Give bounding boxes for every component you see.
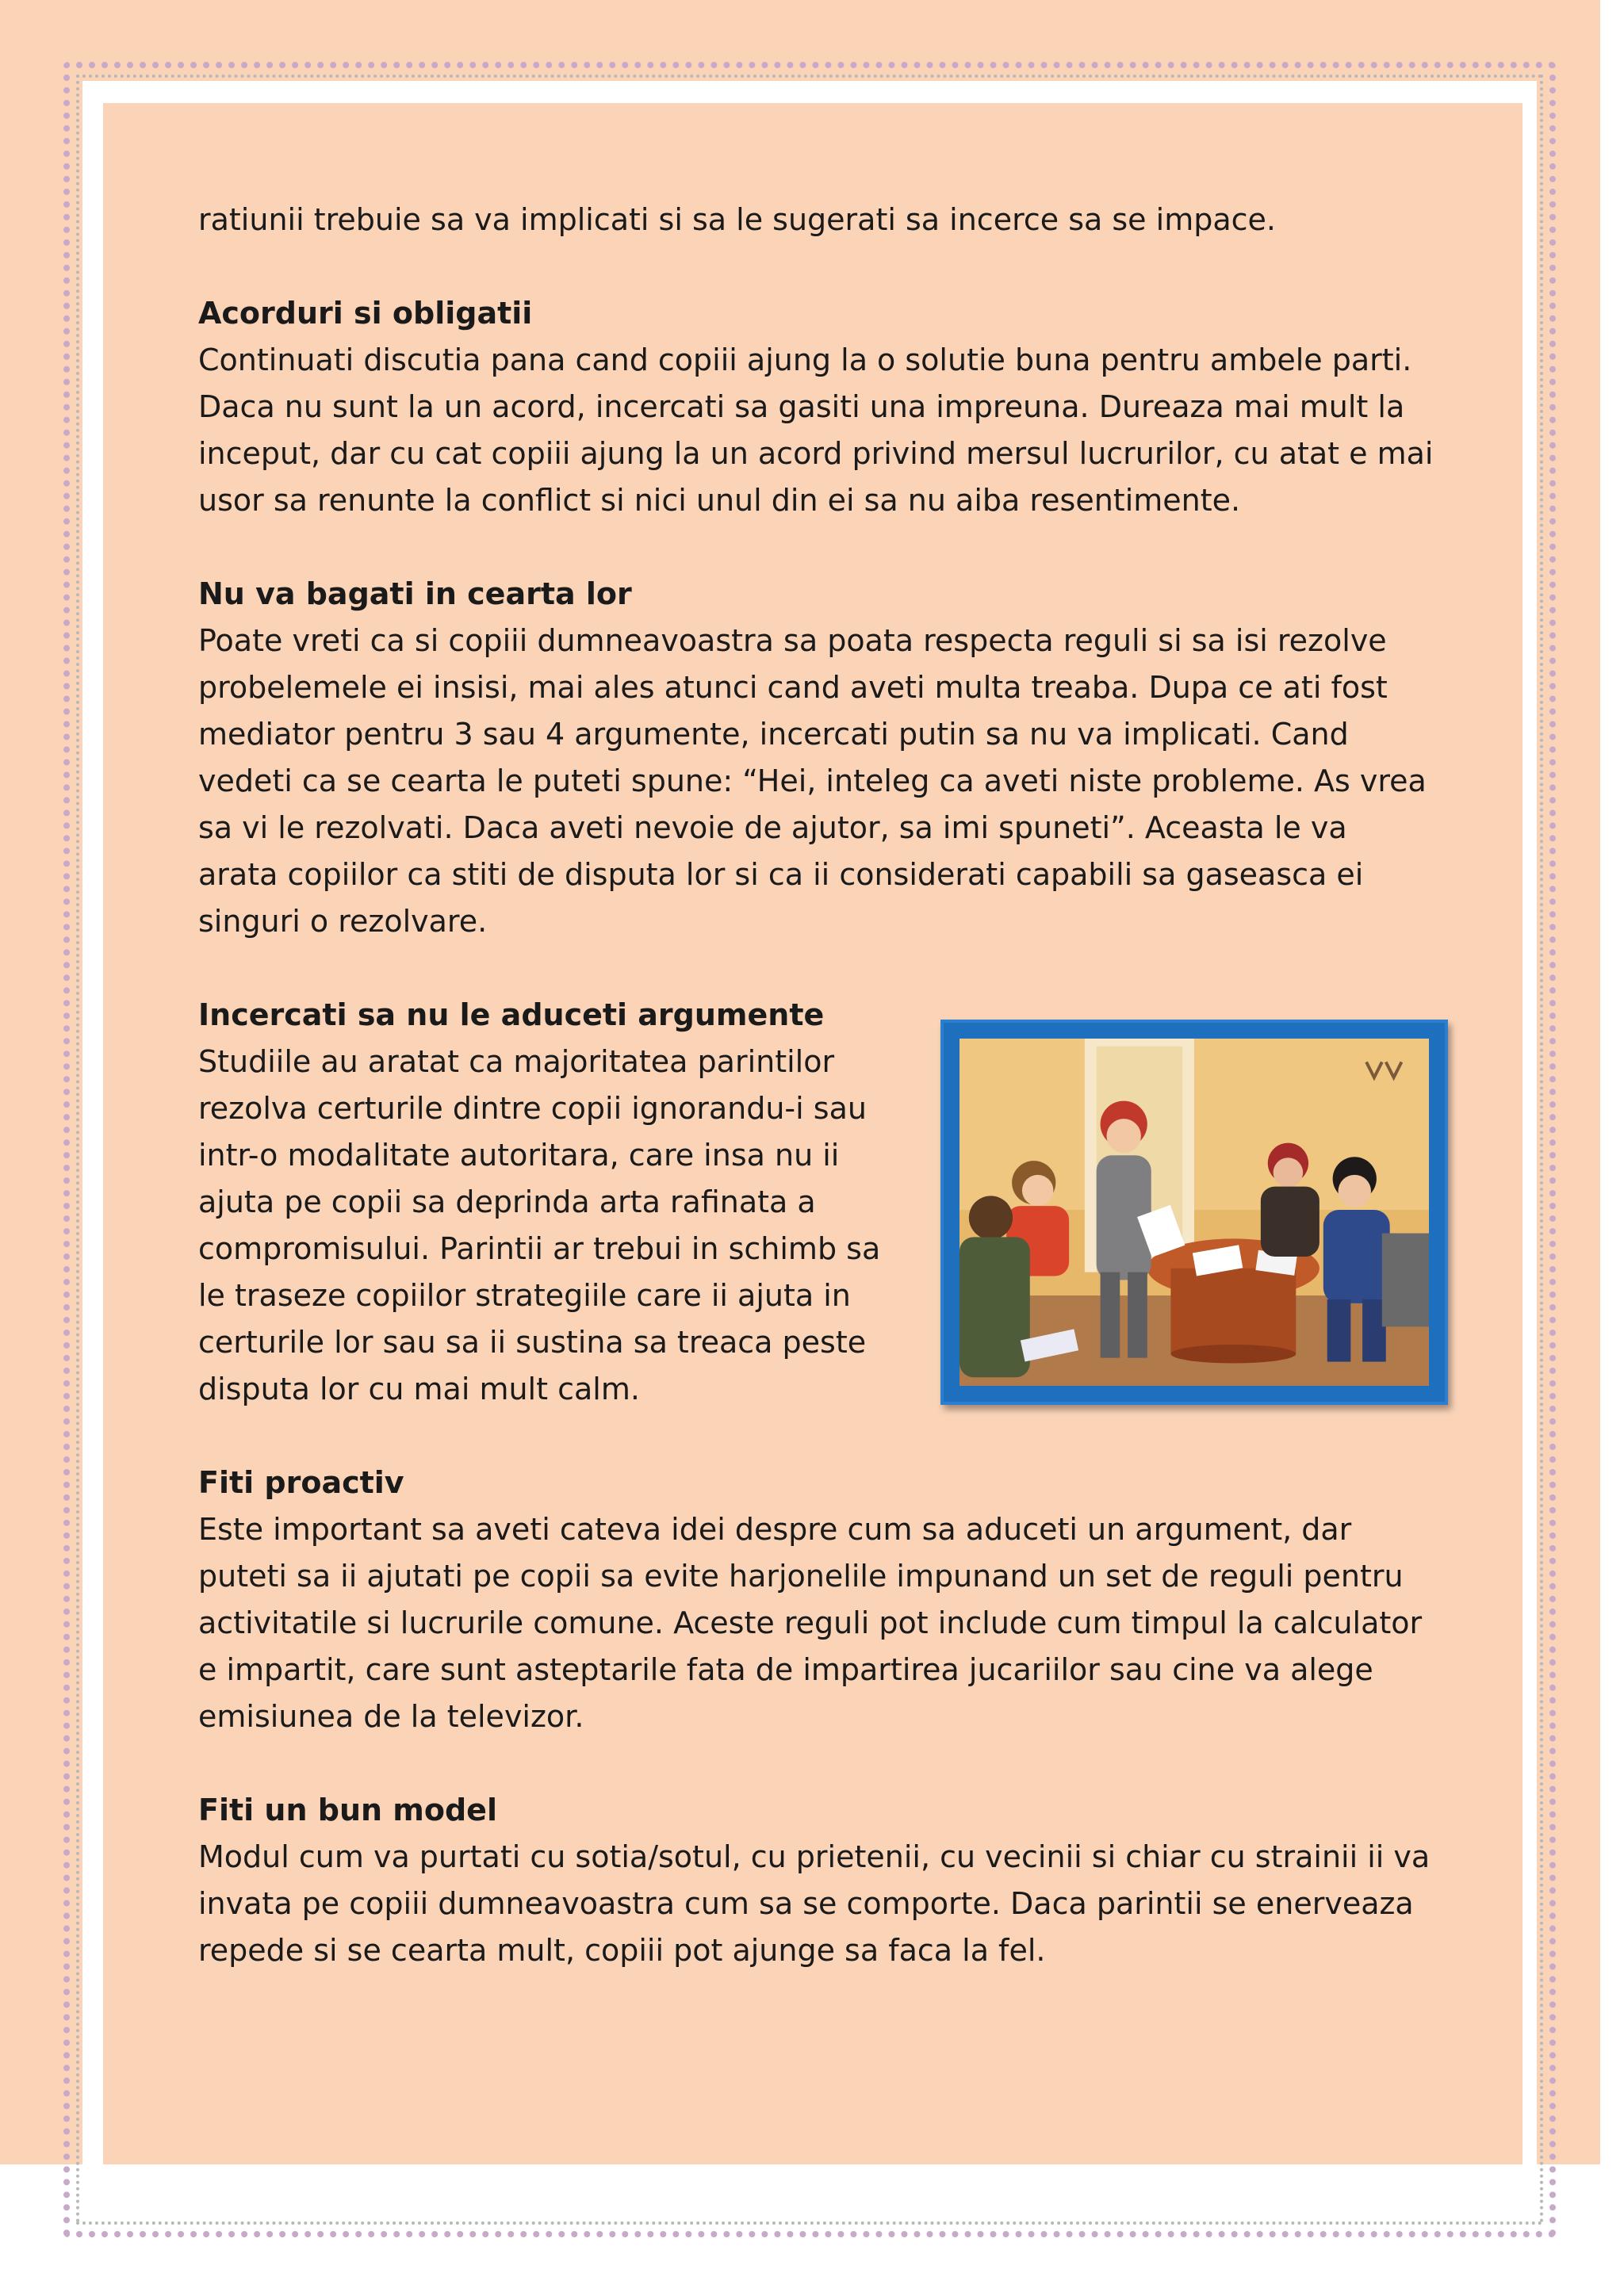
section-heading: Nu va bagati in cearta lor [198, 576, 632, 611]
section-fiti-un-bun-model [198, 1787, 1435, 1974]
section-body: Continuati discutia pana cand copiii ajung la o solutie buna pentru ambele parti. Daca nu sunt la un acord, incercati sa gasiti una impreuna. Dureaza mai mult la inceput, dar cu cat copiii ajung la un acord privind mersul lucrurilor, cu atat e mai usor sa renunte la conflict si nici unul din ei sa nu aiba resentimente. [198, 342, 1434, 518]
section-body: Poate vreti ca si copiii dumneavoastra sa poata respecta reguli si sa isi rezolve probelemele ei insisi, mai ales atunci cand aveti multa treaba. Dupa ce ati fost mediator pentru 3 sau 4 argumente, incercati putin sa nu va implicati. Cand vedeti ca se cearta le puteti spune: “Hei, inteleg ca aveti niste probleme. As vrea sa vi le rezolvati. Daca aveti nevoie de ajutor, sa imi spuneti”. Aceasta le va arata copiilor ca stiti de disputa lor si ca ii considerati capabili sa gaseasca ei singuri o rezolvare. [198, 623, 1427, 939]
section-heading: Fiti proactiv [198, 1465, 404, 1500]
photo-meeting [940, 1020, 1448, 1405]
section-body: Studiile au aratat ca majoritatea parintilor rezolva certurile dintre copii ignorandu-i sau intr-o modalitate autoritara, care insa nu ii ajuta pe copii sa deprinda arta rafinata a compromisului. Parintii ar trebui in schimb sa le traseze copiilor strategiile care ii ajuta in certurile lor sau sa ii sustina sa treaca peste disputa lor cu mai mult calm. [198, 1044, 881, 1406]
section-body: Modul cum va purtati cu sotia/sotul, cu prietenii, cu vecinii si chiar cu strainii ii va invata pe copiii dumneavoastra cum sa se comporte. Daca parintii se enerveaza repede si se cearta mult, copiii pot ajunge sa faca la fel. [198, 1839, 1431, 1968]
section-nu-va-bagati [198, 571, 1435, 945]
section-heading: Acorduri si obligatii [198, 296, 533, 331]
section-acorduri [198, 290, 1435, 524]
section-incercati [198, 992, 912, 1413]
photo-illustration [959, 1039, 1429, 1386]
section-fiti-proactiv [198, 1460, 1435, 1740]
intro-paragraph: ratiunii trebuie sa va implicati si sa le sugerati sa incerce sa se impace. [198, 202, 1276, 237]
section-heading: Fiti un bun model [198, 1793, 497, 1827]
section-body: Este important sa aveti cateva idei despre cum sa aduceti un argument, dar puteti sa ii ajutati pe copii sa evite harjonelile impunand un set de reguli pentru activitatile si lucrurile comune. Aceste reguli pot include cum timpul la calculator e impartit, care sunt asteptarile fata de impartirea jucariilor sau cine va alege emisiunea de la televizor. [198, 1512, 1423, 1734]
section-heading: Incercati sa nu le aduceti argumente [198, 997, 825, 1032]
